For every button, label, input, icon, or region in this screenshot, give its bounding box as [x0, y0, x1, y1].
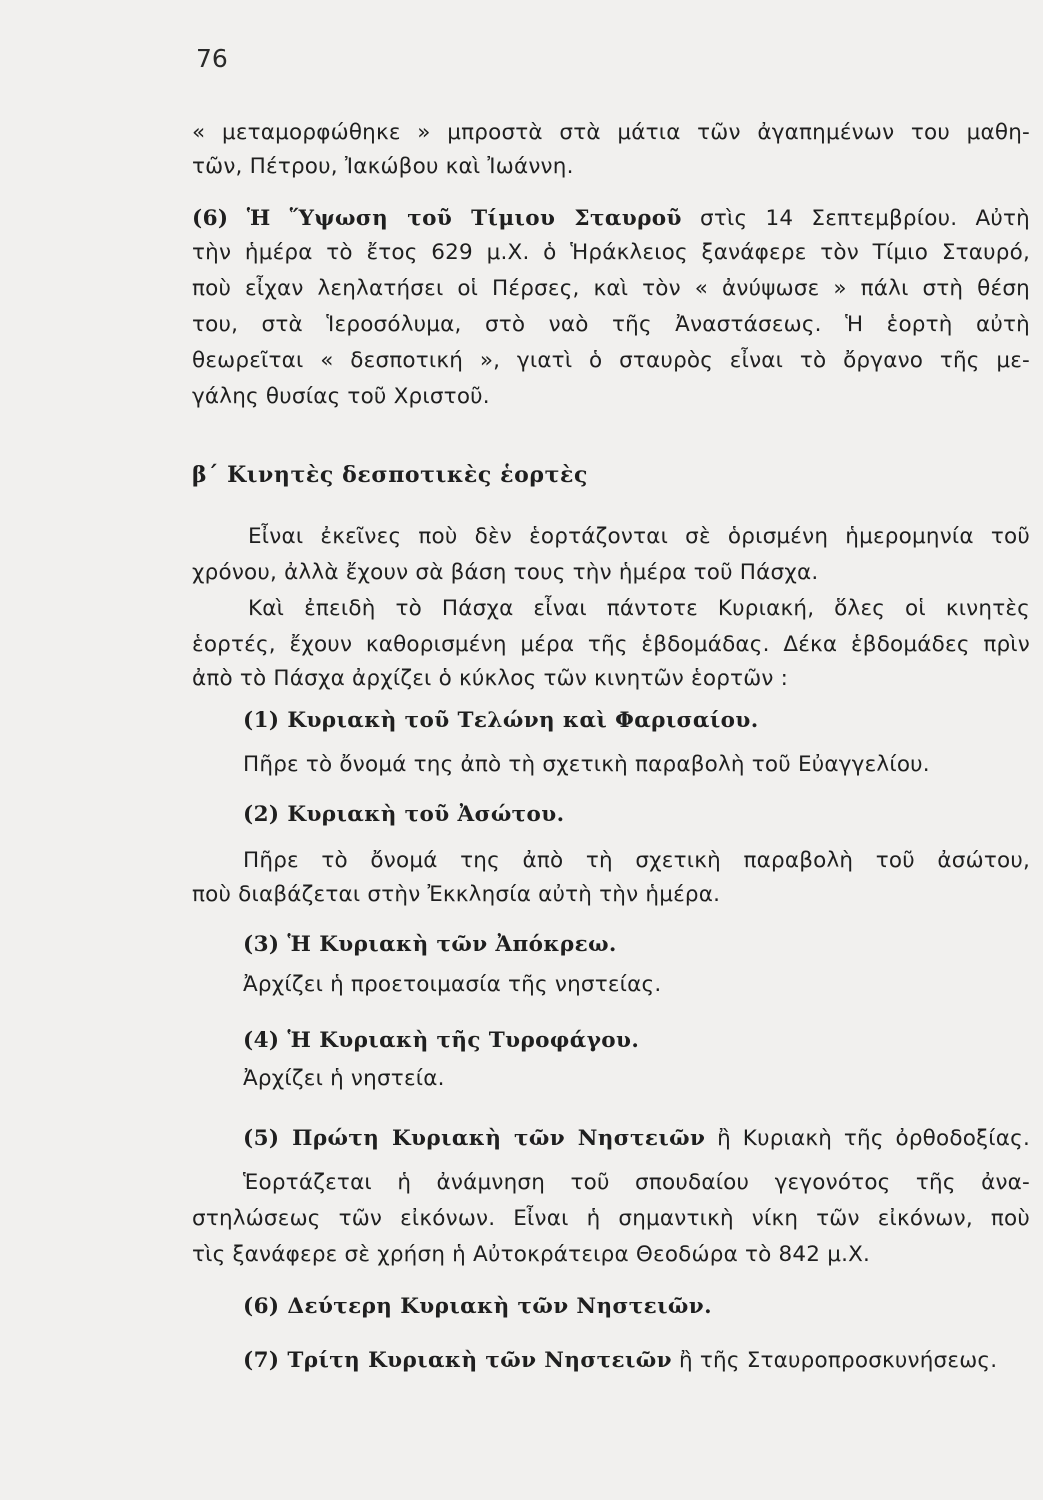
feast-number: (6) [192, 206, 229, 231]
list-item-text: ποὺ διαβάζεται στὴν Ἐκκλησία αὐτὴ τὴν ἡμέρα. [192, 882, 721, 907]
feast-title: Ἡ Ὕψωση τοῦ Τίμιου Σταυροῦ [246, 206, 682, 231]
list-item-text: τὶς ξανάφερε σὲ χρήση ἡ Αὐτοκράτειρα Θεοδώρα τὸ 842 μ.Χ. [192, 1242, 871, 1267]
list-item-heading [243, 1346, 997, 1376]
list-item-heading: (4) Ἡ Κυριακὴ τῆς Τυροφάγου. [243, 1028, 640, 1053]
list-item-heading: (1) Κυριακὴ τοῦ Τελώνη καὶ Φαρισαίου. [243, 708, 759, 733]
page-number: 76 [196, 44, 228, 73]
list-item-text: Πῆρε τὸ ὄνομά της ἀπὸ τὴ σχετικὴ παραβολὴ τοῦ Εὐαγγελίου. [243, 752, 930, 777]
list-item-heading-bold: (5) Πρώτη Κυριακὴ τῶν Νηστειῶν [243, 1126, 706, 1151]
paragraph-line: ἀπὸ τὸ Πάσχα ἀρχίζει ὁ κύκλος τῶν κινητῶν ἑορτῶν : [192, 666, 789, 691]
paragraph-line: γάλης θυσίας τοῦ Χριστοῦ. [192, 384, 490, 409]
feast-date: στὶς 14 Σεπτεμβρίου. Αὐτὴ [700, 206, 1030, 231]
paragraph-line: « μεταμορφώθηκε » μπροστὰ στὰ μάτια τῶν ἀγαπημένων του μαθη- [192, 120, 1030, 145]
paragraph-line: χρόνου, ἀλλὰ ἔχουν σὰ βάση τους τὴν ἡμέρα τοῦ Πάσχα. [192, 560, 819, 585]
paragraph-line [192, 204, 1030, 234]
list-item-heading: (3) Ἡ Κυριακὴ τῶν Ἀπόκρεω. [243, 932, 617, 957]
list-item-heading-rest: ἢ Κυριακὴ τῆς ὀρθοδοξίας. [717, 1126, 1030, 1151]
list-item-text: Ἀρχίζει ἡ προετοιμασία τῆς νηστείας. [243, 972, 662, 997]
list-item-text: στηλώσεως τῶν εἰκόνων. Εἶναι ἡ σημαντικὴ νίκη τῶν εἰκόνων, ποὺ [192, 1206, 1030, 1231]
list-item-heading-bold: (7) Τρίτη Κυριακὴ τῶν Νηστειῶν [243, 1348, 672, 1373]
list-item-heading [243, 1124, 1030, 1154]
paragraph-line: του, στὰ Ἱεροσόλυμα, στὸ ναὸ τῆς Ἀναστάσεως. Ἡ ἑορτὴ αὐτὴ [192, 312, 1030, 337]
paragraph-line: ποὺ εἶχαν λεηλατήσει οἱ Πέρσες, καὶ τὸν « ἀνύψωσε » πάλι στὴ θέση [192, 276, 1030, 301]
list-item-text: Πῆρε τὸ ὄνομά της ἀπὸ τὴ σχετικὴ παραβολὴ τοῦ ἀσώτου, [243, 848, 1030, 873]
paragraph-line: θεωρεῖται « δεσποτική », γιατὶ ὁ σταυρὸς εἶναι τὸ ὄργανο τῆς με- [192, 348, 1030, 373]
paragraph-line: Εἶναι ἐκεῖνες ποὺ δὲν ἑορτάζονται σὲ ὁρισμένη ἡμερομηνία τοῦ [248, 524, 1030, 549]
list-item-heading: (2) Κυριακὴ τοῦ Ἀσώτου. [243, 802, 565, 827]
paragraph-line: τὴν ἡμέρα τὸ ἔτος 629 μ.Χ. ὁ Ἡράκλειος ξανάφερε τὸν Τίμιο Σταυρό, [192, 240, 1030, 265]
list-item-text: Ἑορτάζεται ἡ ἀνάμνηση τοῦ σπουδαίου γεγονότος τῆς ἀνα- [243, 1170, 1030, 1195]
paragraph-line: ἑορτές, ἔχουν καθορισμένη μέρα τῆς ἑβδομάδας. Δέκα ἑβδομάδες πρὶν [192, 632, 1030, 657]
section-heading: β΄ Κινητὲς δεσποτικὲς ἑορτὲς [192, 462, 588, 488]
list-item-heading-rest: ἢ τῆς Σταυροπροσκυνήσεως. [679, 1348, 998, 1373]
paragraph-line: τῶν, Πέτρου, Ἰακώβου καὶ Ἰωάννη. [192, 154, 574, 179]
list-item-text: Ἀρχίζει ἡ νηστεία. [243, 1066, 445, 1091]
list-item-heading: (6) Δεύτερη Κυριακὴ τῶν Νηστειῶν. [243, 1294, 712, 1319]
paragraph-line: Καὶ ἐπειδὴ τὸ Πάσχα εἶναι πάντοτε Κυριακή, ὅλες οἱ κινητὲς [248, 596, 1030, 621]
